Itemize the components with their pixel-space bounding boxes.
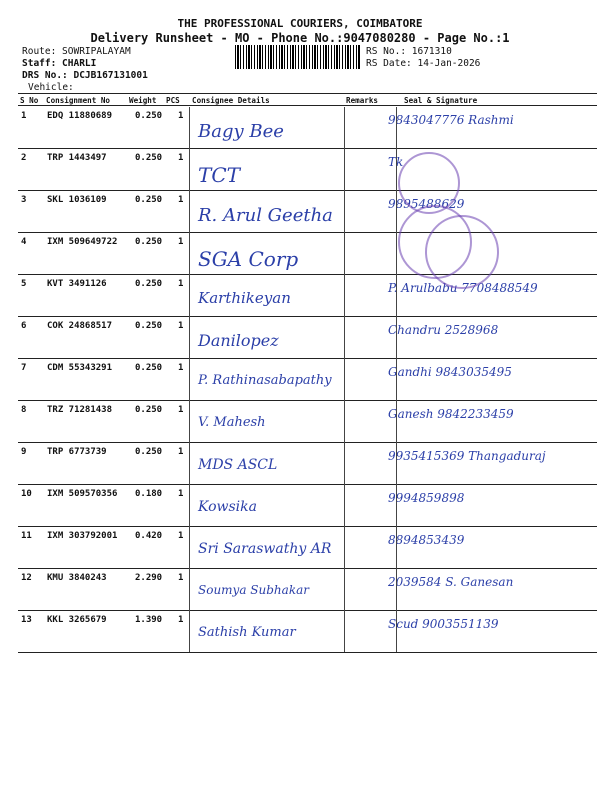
row-divider [18, 400, 597, 401]
consignee-handwriting: Soumya Subhakar [198, 583, 309, 597]
consignee-handwriting: Kowsika [198, 499, 257, 515]
cell-weight: 0.420 [135, 531, 163, 541]
row-divider [18, 190, 597, 191]
drs-number: DRS No.: DCJB167131001 [22, 70, 148, 81]
cell-sno: 4 [21, 237, 27, 247]
consignee-handwriting: TCT [198, 163, 240, 187]
cell-pcs: 1 [178, 153, 184, 163]
cell-weight: 0.250 [135, 237, 163, 247]
cell-consignment: KKL 3265679 [47, 615, 107, 625]
consignee-handwriting: Danilopez [198, 331, 279, 350]
row-divider [18, 148, 597, 149]
col-sno: S No [20, 96, 39, 105]
seal-signature-handwriting: 9843047776 Rashmi [388, 113, 514, 127]
col-remarks: Remarks [346, 96, 379, 105]
cell-pcs: 1 [178, 531, 184, 541]
cell-weight: 0.250 [135, 321, 163, 331]
cell-consignment: EDQ 11880689 [47, 111, 113, 121]
cell-consignment: TRP 6773739 [47, 447, 107, 457]
cell-pcs: 1 [178, 615, 184, 625]
seal-signature-handwriting: 2039584 S. Ganesan [388, 575, 514, 589]
company-title: THE PROFESSIONAL COURIERS, COIMBATORE [177, 17, 423, 30]
seal-signature-handwriting: P. Arulbabu 7708488549 [388, 281, 538, 295]
staff-label: Staff: CHARLI [22, 58, 97, 69]
consignee-handwriting: P. Rathinasabapathy [198, 373, 332, 388]
seal-signature-handwriting: Gandhi 9843035495 [388, 365, 512, 379]
cell-weight: 0.250 [135, 153, 163, 163]
col-weight: Weight [129, 96, 157, 105]
cell-weight: 0.250 [135, 195, 163, 205]
cell-weight: 2.290 [135, 573, 163, 583]
row-divider [18, 358, 597, 359]
rs-date: RS Date: 14-Jan-2026 [366, 58, 481, 69]
cell-pcs: 1 [178, 363, 184, 373]
header-bottom-rule [18, 105, 597, 106]
cell-weight: 0.250 [135, 447, 163, 457]
company-seal-stamp [425, 215, 499, 289]
row-divider [18, 232, 597, 233]
cell-pcs: 1 [178, 489, 184, 499]
header-top-rule [18, 93, 597, 94]
seal-signature-handwriting: 9895488629 [388, 197, 465, 211]
barcode-image [235, 45, 361, 69]
cell-weight: 1.390 [135, 615, 163, 625]
cell-sno: 9 [21, 447, 27, 457]
column-divider [396, 107, 397, 652]
cell-sno: 8 [21, 405, 27, 415]
cell-pcs: 1 [178, 279, 184, 289]
consignee-handwriting: Sathish Kumar [198, 625, 296, 640]
row-divider [18, 568, 597, 569]
column-divider [344, 107, 345, 652]
rs-number: RS No.: 1671310 [366, 46, 452, 57]
cell-weight: 0.250 [135, 405, 163, 415]
seal-signature-handwriting: Tk [388, 155, 404, 169]
cell-consignment: TRZ 71281438 [47, 405, 113, 415]
cell-consignment: KVT 3491126 [47, 279, 107, 289]
consignee-handwriting: MDS ASCL [198, 457, 278, 473]
cell-sno: 3 [21, 195, 27, 205]
cell-consignment: IXM 303792001 [47, 531, 118, 541]
consignee-handwriting: Bagy Bee [198, 121, 284, 142]
cell-sno: 12 [21, 573, 32, 583]
col-seal-signature: Seal & Signature [404, 96, 478, 105]
cell-sno: 2 [21, 153, 27, 163]
row-divider [18, 274, 597, 275]
cell-weight: 0.250 [135, 111, 163, 121]
seal-signature-handwriting: 9994859898 [388, 491, 465, 505]
route-label: Route: SOWRIPALAYAM [22, 46, 131, 57]
consignee-handwriting: V. Mahesh [198, 415, 266, 430]
seal-signature-handwriting: Scud 9003551139 [388, 617, 499, 631]
cell-sno: 10 [21, 489, 32, 499]
cell-pcs: 1 [178, 111, 184, 121]
row-divider [18, 526, 597, 527]
cell-consignment: IXM 509570356 [47, 489, 118, 499]
seal-signature-handwriting: Ganesh 9842233459 [388, 407, 514, 421]
consignee-handwriting: R. Arul Geetha [198, 205, 333, 226]
cell-sno: 1 [21, 111, 27, 121]
cell-pcs: 1 [178, 573, 184, 583]
cell-consignment: KMU 3840243 [47, 573, 107, 583]
runsheet-subtitle: Delivery Runsheet - MO - Phone No.:9047080280 - Page No.:1 [90, 31, 510, 45]
cell-consignment: CDM 55343291 [47, 363, 113, 373]
row-divider [18, 442, 597, 443]
cell-consignment: COK 24868517 [47, 321, 113, 331]
cell-sno: 7 [21, 363, 27, 373]
cell-pcs: 1 [178, 447, 184, 457]
cell-weight: 0.250 [135, 279, 163, 289]
vehicle-label: Vehicle: [28, 82, 74, 93]
row-divider [18, 484, 597, 485]
column-divider [189, 107, 190, 652]
cell-sno: 11 [21, 531, 32, 541]
col-pcs: PCS [166, 96, 180, 105]
cell-pcs: 1 [178, 321, 184, 331]
row-divider [18, 652, 597, 653]
seal-signature-handwriting: Chandru 2528968 [388, 323, 499, 337]
seal-signature-handwriting: 8894853439 [388, 533, 465, 547]
col-consignment: Consignment No [46, 96, 111, 105]
cell-pcs: 1 [178, 237, 184, 247]
cell-consignment: IXM 509649722 [47, 237, 118, 247]
cell-weight: 0.180 [135, 489, 163, 499]
cell-sno: 6 [21, 321, 27, 331]
cell-pcs: 1 [178, 195, 184, 205]
row-divider [18, 316, 597, 317]
cell-sno: 5 [21, 279, 27, 289]
col-consignee: Consignee Details [192, 96, 270, 105]
cell-weight: 0.250 [135, 363, 163, 373]
cell-pcs: 1 [178, 405, 184, 415]
consignee-handwriting: SGA Corp [198, 247, 299, 271]
seal-signature-handwriting: 9935415369 Thangaduraj [388, 449, 546, 463]
cell-consignment: TRP 1443497 [47, 153, 107, 163]
cell-sno: 13 [21, 615, 32, 625]
consignee-handwriting: Sri Saraswathy AR [198, 541, 332, 557]
cell-consignment: SKL 1036109 [47, 195, 107, 205]
consignee-handwriting: Karthikeyan [198, 289, 291, 307]
row-divider [18, 610, 597, 611]
